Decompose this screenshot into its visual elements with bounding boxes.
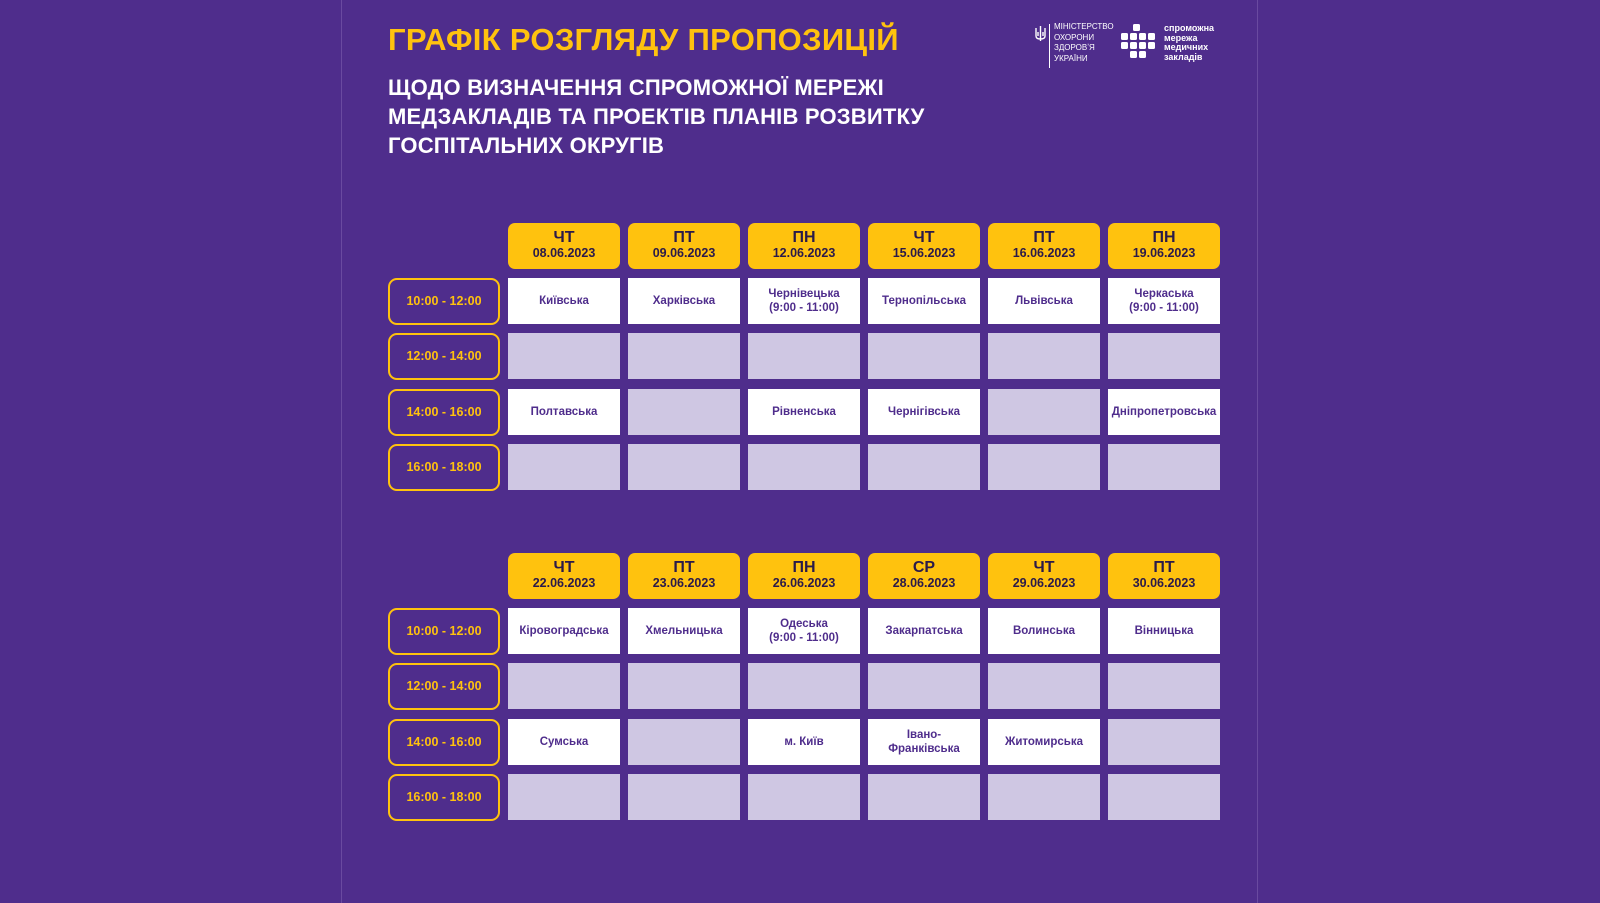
time-slot-label: 12:00 - 14:00 [388,663,500,710]
ministry-line: ОХОРОНИ [1054,32,1095,42]
time-slot-label: 14:00 - 16:00 [388,389,500,436]
day-header [868,223,980,269]
region-name: Вінницька [1134,625,1194,637]
day-header [628,553,740,599]
day-of-week: ЧТ [913,229,935,246]
network-line: закладів [1164,51,1203,62]
region-name: Хмельницька [645,625,723,637]
day-date: 29.06.2023 [1012,576,1076,590]
day-of-week: ЧТ [1033,559,1055,576]
schedule-cell-empty [1108,719,1220,765]
schedule-cell-region [988,719,1100,765]
region-name: Закарпатська [885,625,963,637]
region-name: Житомирська [1004,736,1084,748]
schedule-cell-region [1108,389,1220,435]
schedule-cell-empty [868,333,980,379]
day-date: 16.06.2023 [1012,246,1076,260]
schedule-cell-empty [988,333,1100,379]
ministry-line: МІНІСТЕРСТВО [1054,22,1114,31]
time-slot-label: 12:00 - 14:00 [388,333,500,380]
region-name: Тернопільська [882,295,966,307]
schedule-cell-region [628,608,740,654]
day-of-week: ЧТ [553,229,575,246]
day-of-week: СР [912,559,936,576]
schedule-cell-empty [628,663,740,709]
region-name: Івано- Франківська [888,729,960,755]
schedule-cell-empty [508,774,620,820]
day-date: 30.06.2023 [1132,576,1196,590]
schedule-cell-empty [748,774,860,820]
schedule-cell-empty [868,444,980,490]
subtitle-line: МЕДЗАКЛАДІВ ТА ПРОЕКТІВ ПЛАНІВ РОЗВИТКУ [388,104,925,129]
schedule-cell-region [868,389,980,435]
schedule-cell-empty [628,719,740,765]
day-of-week: ПТ [1153,559,1175,576]
time-slot-label: 16:00 - 18:00 [388,774,500,821]
region-name: Сумська [539,736,589,748]
day-of-week: ПТ [1033,229,1055,246]
schedule-cell-region [508,278,620,324]
schedule-cell-region [508,608,620,654]
schedule-cell-empty [508,444,620,490]
network-logo-text [1164,24,1214,62]
ministry-line: ЗДОРОВʼЯ [1054,43,1095,52]
schedule-cell-region [508,389,620,435]
day-of-week: ЧТ [553,559,575,576]
day-of-week: ПТ [673,559,695,576]
day-header [1108,223,1220,269]
day-header [628,223,740,269]
region-name: Харківська [652,295,716,307]
schedule-cell-empty [988,774,1100,820]
time-slot-label: 16:00 - 18:00 [388,444,500,491]
subtitle-line: ЩОДО ВИЗНАЧЕННЯ СПРОМОЖНОЇ МЕРЕЖІ [388,75,884,100]
region-name: Дніпропетровська [1111,406,1217,418]
region-name: Львівська [1015,295,1073,307]
schedule-cell-empty [988,663,1100,709]
time-slot-label: 10:00 - 12:00 [388,608,500,655]
schedule-cell-empty [988,444,1100,490]
schedule-cell-region [868,608,980,654]
region-name: Одеська (9:00 - 11:00) [769,618,839,644]
day-date: 22.06.2023 [532,576,596,590]
region-name: Рівненська [772,406,836,418]
day-date: 23.06.2023 [652,576,716,590]
region-name: Кіровоградська [519,625,609,637]
schedule-cell-empty [1108,333,1220,379]
region-name: Чернівецька (9:00 - 11:00) [768,288,840,314]
ministry-logo [1035,22,1114,70]
network-logo [1121,24,1231,64]
schedule-cell-region [508,719,620,765]
day-date: 12.06.2023 [772,246,836,260]
time-slot-label: 14:00 - 16:00 [388,719,500,766]
page-title: ГРАФІК РОЗГЛЯДУ ПРОПОЗИЦІЙ [388,22,899,57]
trident-icon [1035,26,1046,42]
day-header [868,553,980,599]
schedule-cell-empty [628,333,740,379]
region-name: м. Київ [784,736,824,748]
day-header [1108,553,1220,599]
schedule-cell-region [748,389,860,435]
day-of-week: ПН [792,229,816,246]
network-line: медичних [1164,42,1209,52]
schedule-cell-region [628,278,740,324]
schedule-cell-empty [508,333,620,379]
schedule-cell-empty [868,774,980,820]
schedule-cell-region [1108,278,1220,324]
day-date: 08.06.2023 [532,246,596,260]
day-date: 19.06.2023 [1132,246,1196,260]
ministry-logo-text [1054,22,1114,64]
schedule-cell-region [748,608,860,654]
day-header [508,223,620,269]
day-header [508,553,620,599]
schedule-cell-empty [748,333,860,379]
schedule-cell-region [988,278,1100,324]
schedule-cell-empty [988,389,1100,435]
region-name: Волинська [1013,625,1075,637]
schedule-cell-empty [748,444,860,490]
day-of-week: ПН [1152,229,1176,246]
schedule-cell-empty [1108,444,1220,490]
schedule-cell-region [748,719,860,765]
day-of-week: ПТ [673,229,695,246]
region-name: Полтавська [530,406,598,418]
day-header [748,553,860,599]
day-date: 26.06.2023 [772,576,836,590]
network-line: спроможна [1164,23,1215,33]
schedule-cell-region [988,608,1100,654]
ministry-logo-divider [1049,24,1050,68]
ministry-line: УКРАЇНИ [1054,53,1088,63]
schedule-cell-empty [628,444,740,490]
schedule-cell-region [868,278,980,324]
schedule-cell-empty [1108,774,1220,820]
schedule-cell-region [868,719,980,765]
page-subtitle [388,73,1068,160]
schedule-cell-empty [628,389,740,435]
region-name: Київська [539,295,589,307]
day-header [988,553,1100,599]
schedule-cell-empty [508,663,620,709]
day-of-week: ПН [792,559,816,576]
day-date: 15.06.2023 [892,246,956,260]
schedule-cell-empty [868,663,980,709]
subtitle-line: ГОСПІТАЛЬНИХ ОКРУГІВ [388,133,665,158]
day-header [748,223,860,269]
day-date: 09.06.2023 [652,246,716,260]
network-grid-icon [1121,24,1155,58]
schedule-cell-empty [1108,663,1220,709]
schedule-page [341,0,1258,903]
region-name: Черкаська (9:00 - 11:00) [1129,288,1199,314]
schedule-cell-empty [748,663,860,709]
day-header [988,223,1100,269]
network-line: мережа [1164,32,1198,43]
time-slot-label: 10:00 - 12:00 [388,278,500,325]
day-date: 28.06.2023 [892,576,956,590]
schedule-cell-empty [628,774,740,820]
schedule-cell-region [1108,608,1220,654]
schedule-cell-region [748,278,860,324]
region-name: Чернігівська [887,406,961,418]
